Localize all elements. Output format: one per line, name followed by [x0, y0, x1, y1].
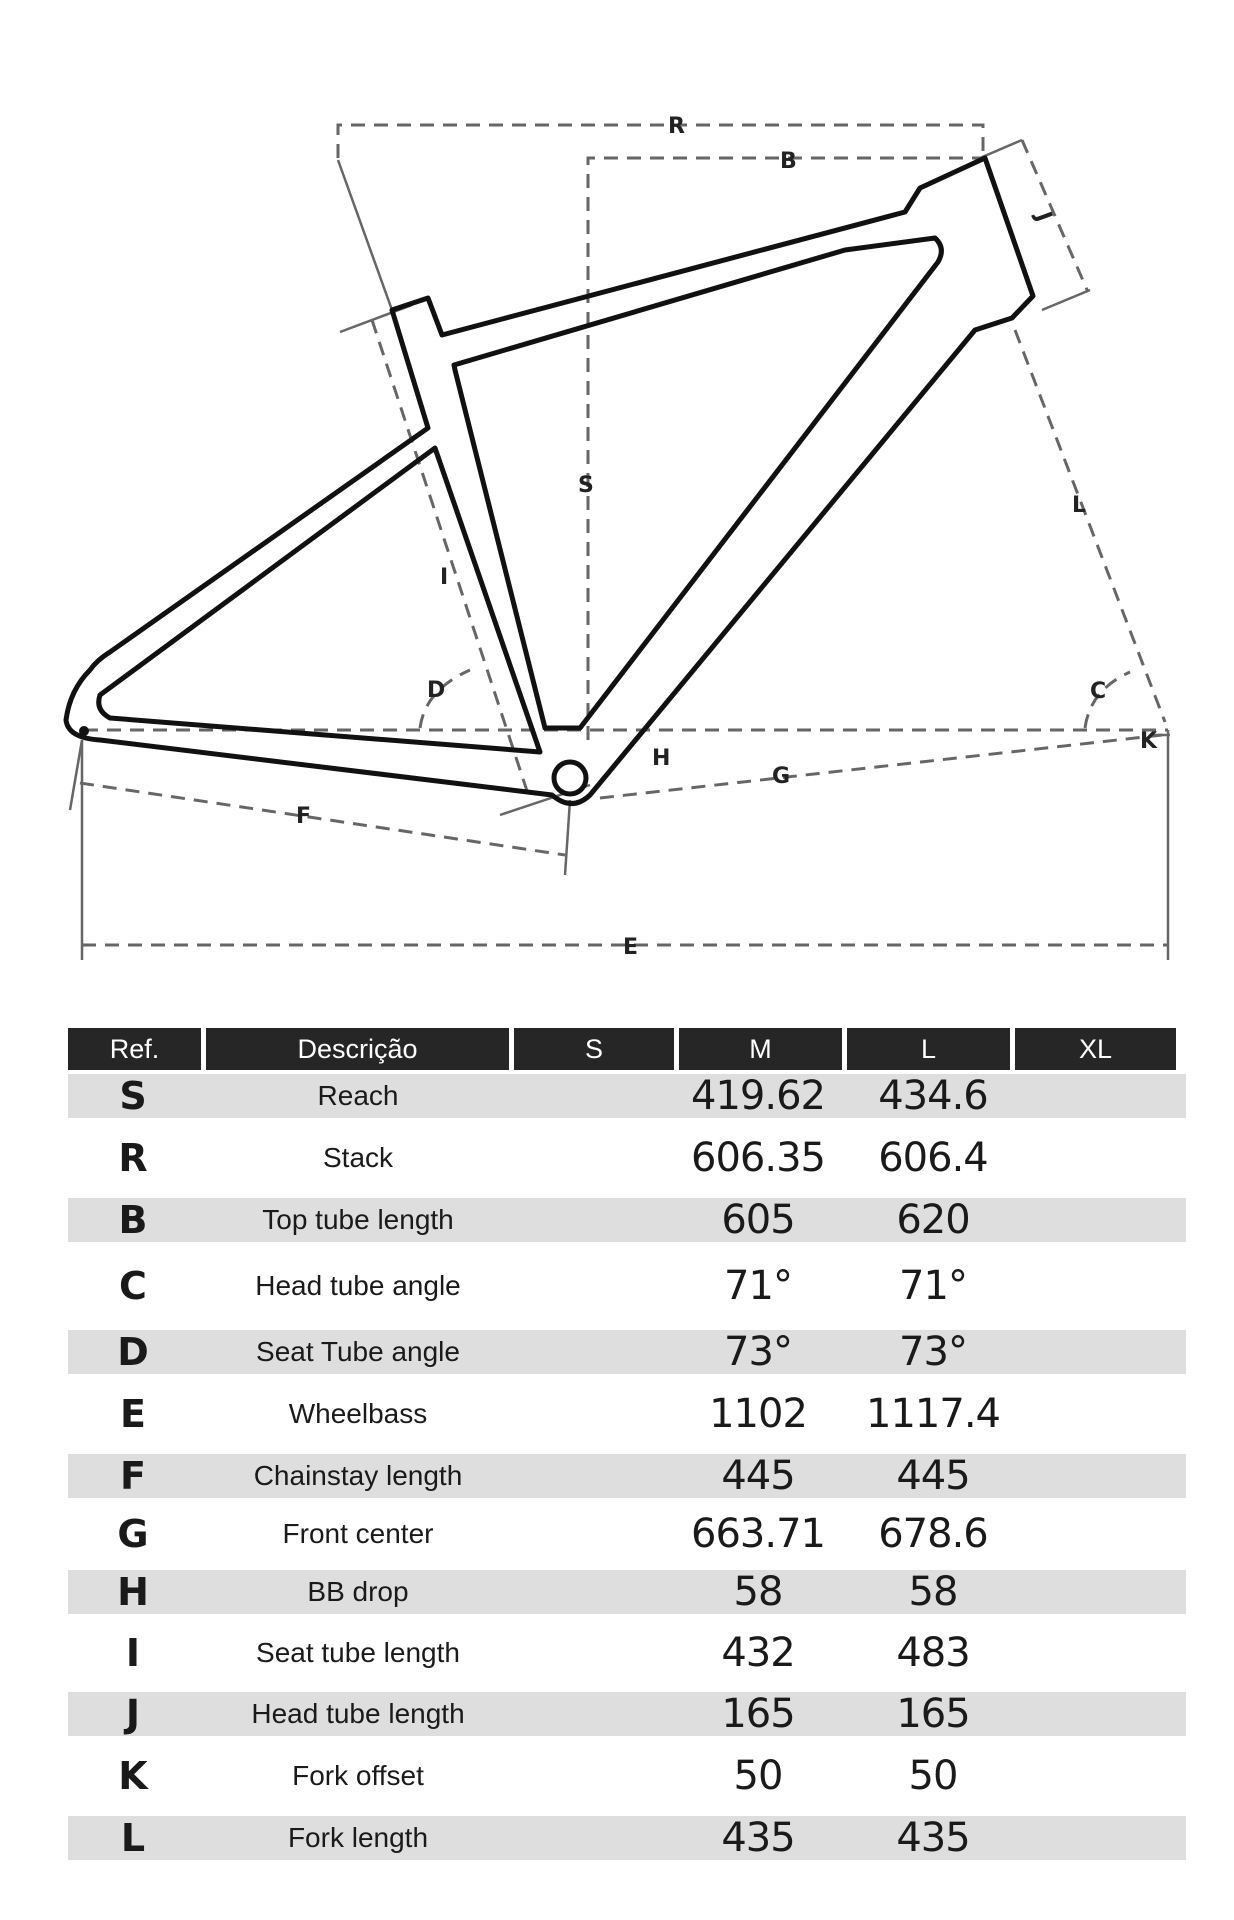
row-description: Head tube length — [251, 1698, 465, 1729]
label-j: J — [1030, 208, 1057, 225]
label-e: E — [623, 935, 639, 960]
table-row — [68, 1374, 1186, 1454]
table-row — [68, 1816, 1186, 1860]
row-value-l: 678.6 — [878, 1511, 988, 1557]
row-value-m: 419.62 — [691, 1073, 825, 1119]
row-value-m: 165 — [721, 1691, 795, 1737]
row-value-m: 58 — [733, 1569, 783, 1615]
row-ref: C — [119, 1264, 147, 1308]
row-ref: D — [117, 1330, 149, 1374]
table-row — [68, 1692, 1186, 1736]
row-ref: L — [120, 1816, 146, 1860]
row-ref: H — [117, 1570, 149, 1614]
table-row — [68, 1118, 1186, 1198]
row-ref: F — [120, 1454, 146, 1498]
row-value-m: 435 — [721, 1815, 795, 1861]
row-description: Head tube angle — [255, 1270, 461, 1301]
label-c: C — [1090, 679, 1107, 704]
row-ref: B — [118, 1198, 148, 1242]
row-ref: J — [125, 1692, 141, 1736]
row-ref: G — [117, 1512, 149, 1556]
row-value-m: 606.35 — [691, 1135, 825, 1181]
row-description: Front center — [282, 1518, 434, 1549]
row-description: Chainstay length — [253, 1460, 463, 1491]
table-row — [68, 1570, 1186, 1614]
row-description: Seat Tube angle — [256, 1336, 460, 1367]
table-row — [68, 1330, 1186, 1374]
row-value-l: 58 — [908, 1569, 958, 1615]
label-k: K — [1140, 729, 1158, 754]
row-value-l: 165 — [896, 1691, 970, 1737]
row-description: Stack — [322, 1142, 394, 1173]
header-size-m: M — [679, 1028, 842, 1070]
header-size-xl: XL — [1015, 1028, 1176, 1070]
label-b: B — [780, 149, 797, 174]
row-value-m: 71° — [724, 1263, 792, 1309]
row-value-l: 434.6 — [878, 1073, 988, 1119]
row-ref: R — [118, 1136, 148, 1180]
table-row — [68, 1198, 1186, 1242]
row-value-l: 71° — [899, 1263, 967, 1309]
label-i: I — [440, 565, 449, 590]
row-description: Fork offset — [292, 1760, 424, 1791]
row-value-m: 50 — [733, 1753, 783, 1799]
table-header — [68, 1028, 1186, 1070]
label-h: H — [652, 746, 671, 771]
row-ref: K — [118, 1754, 148, 1798]
row-value-m: 663.71 — [691, 1511, 825, 1557]
header-description: Descrição — [206, 1028, 509, 1070]
row-value-l: 606.4 — [878, 1135, 988, 1181]
row-ref: I — [125, 1631, 141, 1675]
row-value-l: 483 — [896, 1630, 970, 1676]
label-f: F — [296, 804, 312, 829]
label-g: G — [772, 764, 791, 789]
row-ref: S — [119, 1074, 147, 1118]
geometry-table — [68, 1028, 1186, 1861]
row-description: Wheelbass — [288, 1398, 428, 1429]
row-value-m: 73° — [724, 1329, 792, 1375]
table-row — [68, 1736, 1186, 1816]
row-value-m: 445 — [721, 1453, 795, 1499]
row-value-l: 445 — [896, 1453, 970, 1499]
table-row — [68, 1074, 1186, 1118]
label-s: S — [578, 473, 594, 498]
label-d: D — [427, 678, 446, 703]
label-l: L — [1072, 493, 1087, 518]
row-value-l: 73° — [899, 1329, 967, 1375]
dimension-lines — [70, 125, 1170, 960]
row-value-m: 1102 — [709, 1391, 807, 1437]
header-size-l: L — [847, 1028, 1010, 1070]
row-description: BB drop — [307, 1576, 409, 1607]
table-row — [68, 1614, 1186, 1692]
label-r: R — [668, 114, 685, 139]
row-description: Seat tube length — [256, 1637, 460, 1668]
row-value-l: 50 — [908, 1753, 958, 1799]
row-value-m: 605 — [721, 1197, 795, 1243]
header-ref: Ref. — [68, 1028, 201, 1070]
row-value-l: 620 — [896, 1197, 970, 1243]
row-ref: E — [120, 1392, 146, 1436]
row-value-m: 432 — [721, 1630, 795, 1676]
table-row — [68, 1498, 1186, 1570]
row-description: Top tube length — [262, 1204, 454, 1235]
row-value-l: 1117.4 — [866, 1391, 1000, 1437]
table-row — [68, 1454, 1186, 1498]
row-description: Reach — [317, 1080, 399, 1111]
table-row — [68, 1242, 1186, 1330]
bike-frame — [66, 158, 1033, 804]
header-size-s: S — [514, 1028, 674, 1070]
row-value-l: 435 — [896, 1815, 970, 1861]
row-description: Fork length — [287, 1822, 429, 1853]
